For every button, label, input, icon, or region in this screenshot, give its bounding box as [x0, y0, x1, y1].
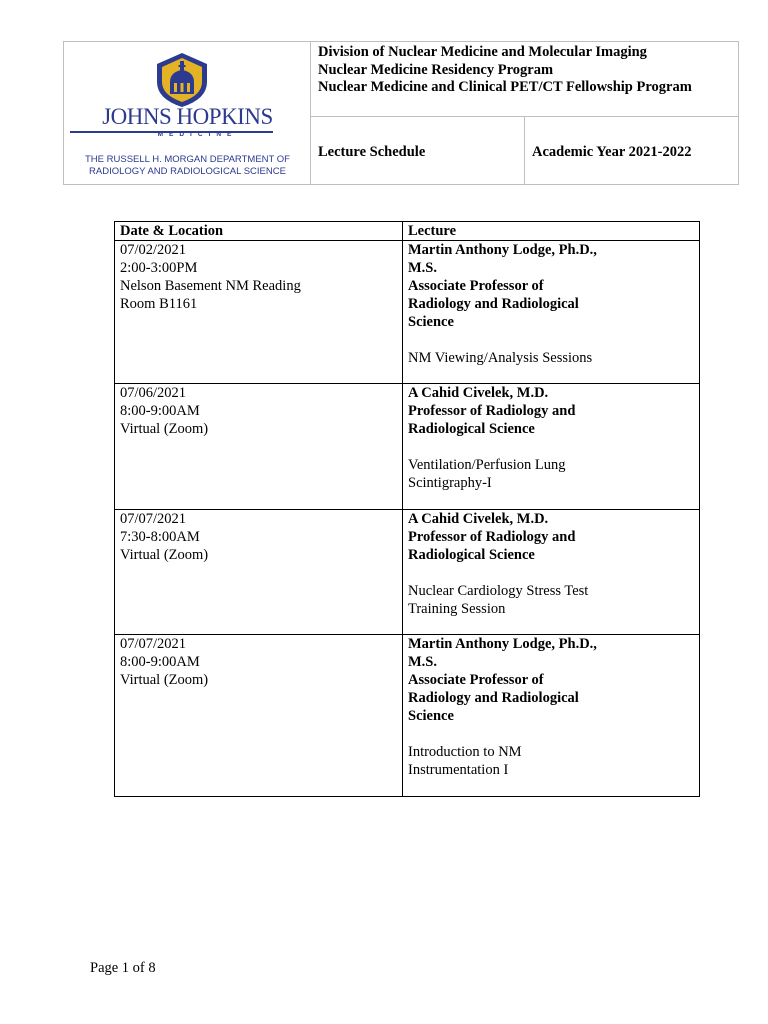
speaker-name: Radiology and Radiological: [408, 296, 579, 312]
lecture-topic-line: NM Viewing/Analysis Sessions: [408, 350, 593, 366]
table-header-row: [115, 222, 700, 241]
program-titles: [311, 42, 739, 117]
table-row: [115, 510, 700, 635]
date-location-cell: [115, 384, 403, 510]
academic-year: Academic Year 2021-2022: [532, 144, 692, 160]
residency-title: Nuclear Medicine Residency Program: [318, 61, 554, 78]
document-header: [63, 41, 739, 185]
lecture-topic-line: Scintigraphy-I: [408, 475, 492, 491]
lecture-time: 7:30-8:00AM: [120, 529, 200, 545]
lecture-date: 07/07/2021: [120, 636, 187, 652]
lecture-topic-line: Instrumentation I: [408, 762, 509, 778]
lecture-date: 07/02/2021: [120, 242, 187, 258]
page-number: Page 1 of 8: [90, 960, 156, 976]
brand-subtitle: MEDICINE: [157, 131, 238, 138]
speaker-name: Martin Anthony Lodge, Ph.D.,: [408, 636, 597, 652]
hopkins-shield-icon: [156, 52, 208, 108]
lecture-cell: [403, 241, 700, 384]
date-location-cell: [115, 241, 403, 384]
column-header-lecture: Lecture: [403, 222, 700, 241]
lecture-time: 8:00-9:00AM: [120, 403, 200, 419]
column-header-date-location: Date & Location: [115, 222, 403, 241]
speaker-name: Radiology and Radiological: [408, 690, 579, 706]
lecture-schedule-table: [114, 221, 700, 797]
lecture-topic-line: Ventilation/Perfusion Lung: [408, 457, 566, 473]
lecture-topic-line: Introduction to NM: [408, 744, 522, 760]
table-row: [115, 384, 700, 510]
speaker-name: Radiological Science: [408, 421, 535, 437]
lecture-location: Room B1161: [120, 296, 198, 312]
lecture-topic: [408, 456, 694, 500]
lecture-cell: [403, 510, 700, 635]
lecture-location: Virtual (Zoom): [120, 421, 209, 437]
lecture-topic-line: Nuclear Cardiology Stress Test: [408, 583, 589, 599]
speaker-name: A Cahid Civelek, M.D.: [408, 385, 549, 401]
lecture-date: 07/07/2021: [120, 511, 187, 527]
speaker-name: Science: [408, 314, 454, 330]
lecture-topic: [408, 743, 694, 787]
logo-block: [64, 42, 311, 184]
lecture-time: 2:00-3:00PM: [120, 260, 198, 276]
speaker-name: Science: [408, 708, 454, 724]
department-name: THE RUSSELL H. MORGAN DEPARTMENT OF RADIOLOGY AND RADIOLOGICAL SCIENCE: [85, 154, 290, 177]
speaker-name: M.S.: [408, 260, 437, 276]
speaker-name: Associate Professor of: [408, 672, 544, 688]
table-row: [115, 635, 700, 797]
date-location-cell: [115, 635, 403, 797]
lecture-location: Nelson Basement NM Reading: [120, 278, 301, 294]
lecture-time: 8:00-9:00AM: [120, 654, 200, 670]
lecture-date: 07/06/2021: [120, 385, 187, 401]
division-title: Division of Nuclear Medicine and Molecular Imaging: [318, 44, 647, 60]
speaker-name: A Cahid Civelek, M.D.: [408, 511, 549, 527]
speaker-name: Professor of Radiology and: [408, 529, 576, 545]
speaker-name: Associate Professor of: [408, 278, 544, 294]
speaker-name: Professor of Radiology and: [408, 403, 576, 419]
lecture-topic: [408, 582, 694, 626]
schedule-label: Lecture Schedule: [311, 117, 525, 184]
lecture-location: Virtual (Zoom): [120, 672, 209, 688]
speaker-name: Martin Anthony Lodge, Ph.D.,: [408, 242, 597, 258]
fellowship-title: Nuclear Medicine and Clinical PET/CT Fellowship Program: [318, 79, 692, 95]
lecture-topic-line: Training Session: [408, 601, 506, 617]
speaker-name: Radiological Science: [408, 547, 535, 563]
date-location-cell: [115, 510, 403, 635]
lecture-cell: [403, 384, 700, 510]
lecture-location: Virtual (Zoom): [120, 547, 209, 563]
lecture-cell: [403, 635, 700, 797]
table-row: [115, 241, 700, 384]
brand-name: JOHNS HOPKINS: [102, 104, 273, 129]
speaker-name: M.S.: [408, 654, 437, 670]
lecture-topic: [408, 349, 694, 375]
